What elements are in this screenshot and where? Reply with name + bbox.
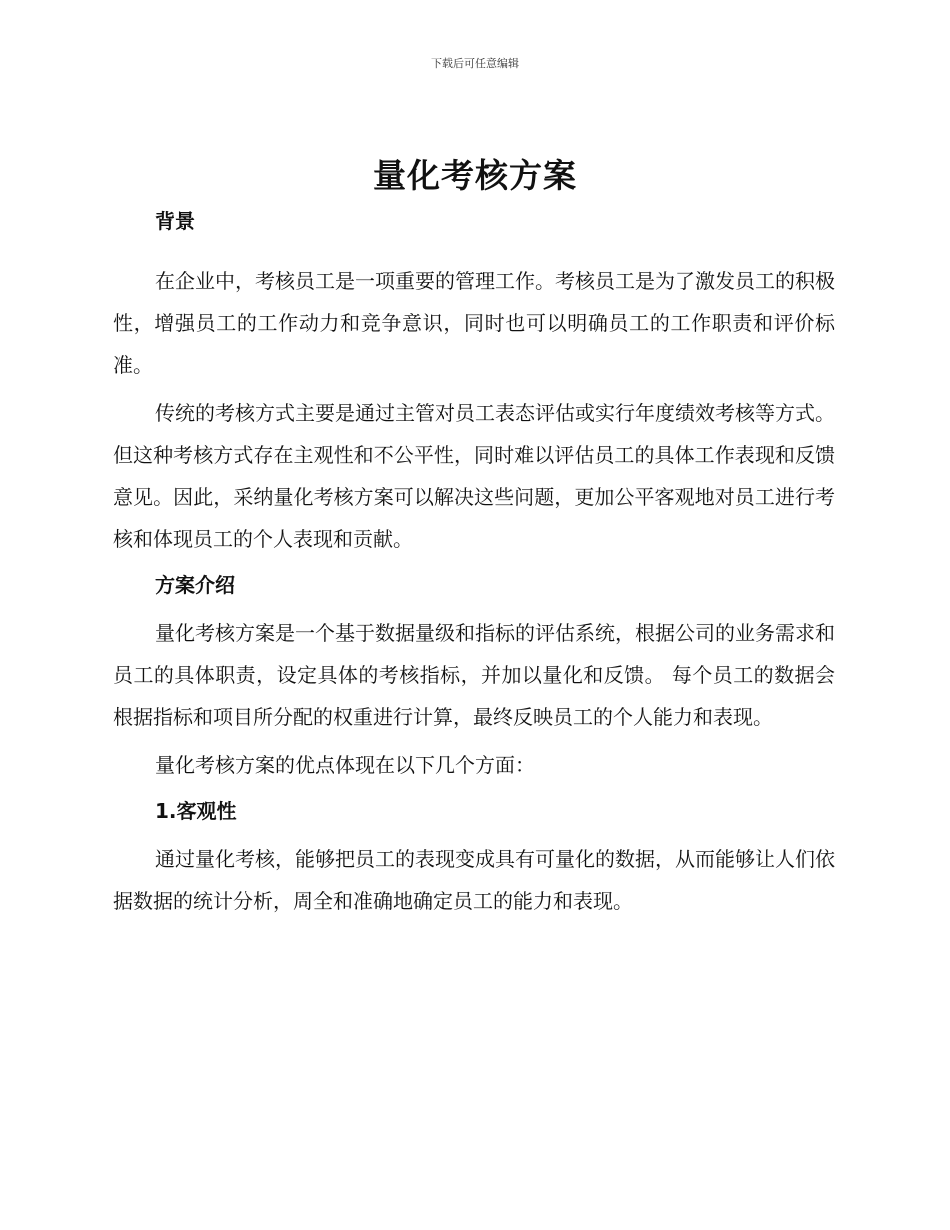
paragraph-background-2: 传统的考核方式主要是通过主管对员工表态评估或实行年度绩效考核等方式。但这种考核方式存在主观性和不公平性，同时难以评估员工的具体工作表现和反馈意见。因此，采纳量化考核方案可以解决这些问题，更加公平客观地对员工进行考核和体现员工的个人表现和贡献。 [113, 401, 835, 551]
header-note: 下载后可任意编辑 [431, 57, 519, 70]
paragraph-intro-1: 量化考核方案是一个基于数据量级和指标的评估系统，根据公司的业务需求和员工的具体职责，设定具体的考核指标，并加以量化和反馈。 每个员工的数据会根据指标和项目所分配的权重进行计算，最终反映员工的个人能力和表现。 [113, 621, 835, 729]
document-title: 量化考核方案 [373, 156, 577, 195]
section-heading-background: 背景 [155, 209, 195, 233]
document-body [113, 202, 835, 928]
section-heading-intro: 方案介绍 [155, 573, 235, 597]
paragraph-background-1: 在企业中，考核员工是一项重要的管理工作。考核员工是为了激发员工的积极性，增强员工的工作动力和竞争意识，同时也可以明确员工的工作职责和评价标准。 [113, 269, 835, 377]
paragraph-intro-2: 量化考核方案的优点体现在以下几个方面： [155, 753, 535, 777]
section-heading-objectivity: 1.客观性 [155, 799, 237, 823]
paragraph-objectivity-1: 通过量化考核，能够把员工的表现变成具有可量化的数据，从而能够让人们依据数据的统计分析，周全和准确地确定员工的能力和表现。 [113, 847, 835, 913]
